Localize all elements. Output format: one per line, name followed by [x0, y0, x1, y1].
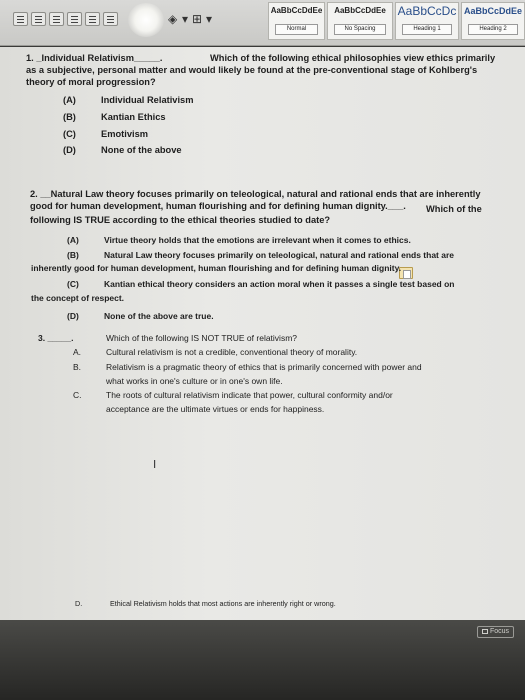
text-cursor-icon: I [153, 458, 157, 471]
q2-option-text: Natural Law theory focuses primarily on teleological, natural and rational ends that are [104, 250, 455, 260]
justify-icon[interactable] [67, 12, 82, 26]
q2-option-letter: (D) [67, 311, 79, 321]
style-label: Heading 2 [468, 24, 518, 35]
q1-option-letter: (D) [63, 145, 76, 155]
q1-option-text: None of the above [101, 145, 182, 155]
focus-label: Focus [490, 628, 510, 635]
q2-stem-line2: good for human development, human flourishing and for defining human dignity.___. [30, 201, 406, 211]
line-spacing-icon[interactable] [85, 12, 100, 26]
q2-option-letter: (B) [67, 250, 79, 260]
q3-number: 3. _____. [38, 333, 74, 343]
q3-option-letter: D. [75, 599, 83, 608]
style-heading-1[interactable] [395, 2, 459, 40]
screen-glare [128, 3, 164, 37]
q1-option-letter: (C) [63, 129, 76, 139]
q1-stem-line3: theory of moral progression? [26, 77, 156, 87]
q2-option-text: Virtue theory holds that the emotions are irrelevant when it comes to ethics. [104, 235, 411, 245]
q1-option-text: Individual Relativism [101, 95, 194, 105]
q3-option-text-cont: what works in one's culture or in one's own life. [106, 376, 283, 386]
focus-button[interactable] [477, 626, 514, 638]
q2-stem-line3: following IS TRUE according to the ethical theories studied to date? [30, 215, 331, 225]
style-normal[interactable] [268, 2, 325, 40]
align-left-icon[interactable] [13, 12, 28, 26]
q1-number-answer: 1. _Individual Relativism_____. [26, 53, 163, 63]
q3-option-text-cont: acceptance are the ultimate virtues or ends for happiness. [106, 404, 325, 414]
style-sample: AaBbCcDdEe [334, 6, 386, 15]
q3-option-letter: A. [73, 347, 82, 357]
style-no-spacing[interactable] [327, 2, 393, 40]
q3-option-text: The roots of cultural relativism indicate that power, cultural conformity and/or [106, 390, 393, 400]
q3-stem: Which of the following IS NOT TRUE of relativism? [106, 333, 298, 343]
q3-option-text: Cultural relativism is not a credible, conventional theory of morality. [106, 347, 358, 357]
q3-option-letter: B. [73, 362, 82, 372]
q1-option-letter: (B) [63, 112, 76, 122]
q3-option-letter: C. [73, 390, 82, 400]
q3-option-text: Relativism is a pragmatic theory of ethics that is primarily concerned with power and [106, 362, 422, 372]
q2-option-letter: (C) [67, 279, 79, 289]
align-right-icon[interactable] [49, 12, 64, 26]
q1-option-text: Emotivism [101, 129, 149, 139]
style-sample: AaBbCcDdEe [463, 6, 522, 16]
q1-stem: Which of the following ethical philosophies view ethics primarily [210, 53, 496, 63]
q1-option-text: Kantian Ethics [101, 112, 166, 122]
dropdown-arrow-icon[interactable]: ▾ [206, 12, 213, 26]
focus-icon [482, 629, 488, 634]
style-label: Heading 1 [402, 24, 452, 35]
ribbon-toolbar [0, 0, 525, 46]
paste-options-icon[interactable] [399, 267, 413, 279]
q2-option-text-cont: the concept of respect. [31, 293, 125, 303]
document-page[interactable] [0, 47, 525, 620]
style-sample: AaBbCcDdEe [270, 6, 323, 15]
q2-option-letter: (A) [67, 235, 79, 245]
q2-stem: 2. __Natural Law theory focuses primarily on teleological, natural and rational ends that are inherently [30, 189, 481, 199]
q2-option-text: Kantian ethical theory considers an action moral when it passes a single test based on [104, 279, 455, 289]
q2-stem-line2b: Which of the [426, 204, 482, 214]
q3-option-text: Ethical Relativism holds that most actions are inherently right or wrong. [110, 599, 336, 608]
style-label: No Spacing [334, 24, 386, 35]
shading-icon[interactable]: ◈ [168, 12, 178, 26]
status-area [0, 620, 525, 700]
dropdown-arrow-icon[interactable]: ▾ [182, 12, 189, 26]
align-center-icon[interactable] [31, 12, 46, 26]
style-label: Normal [275, 24, 318, 35]
list-icon[interactable] [103, 12, 118, 26]
borders-icon[interactable]: ⊞ [192, 12, 203, 26]
q1-stem-line2: as a subjective, personal matter and would likely be found at the pre-conventional stage of Kohlberg's [26, 65, 478, 75]
q1-option-letter: (A) [63, 95, 76, 105]
q2-option-text-cont: inherently good for human development, human flourishing and for defining human dignity. [31, 263, 402, 273]
style-sample: AaBbCcDc [397, 4, 457, 18]
style-heading-2[interactable] [461, 2, 525, 40]
q2-option-text: None of the above are true. [104, 311, 214, 321]
